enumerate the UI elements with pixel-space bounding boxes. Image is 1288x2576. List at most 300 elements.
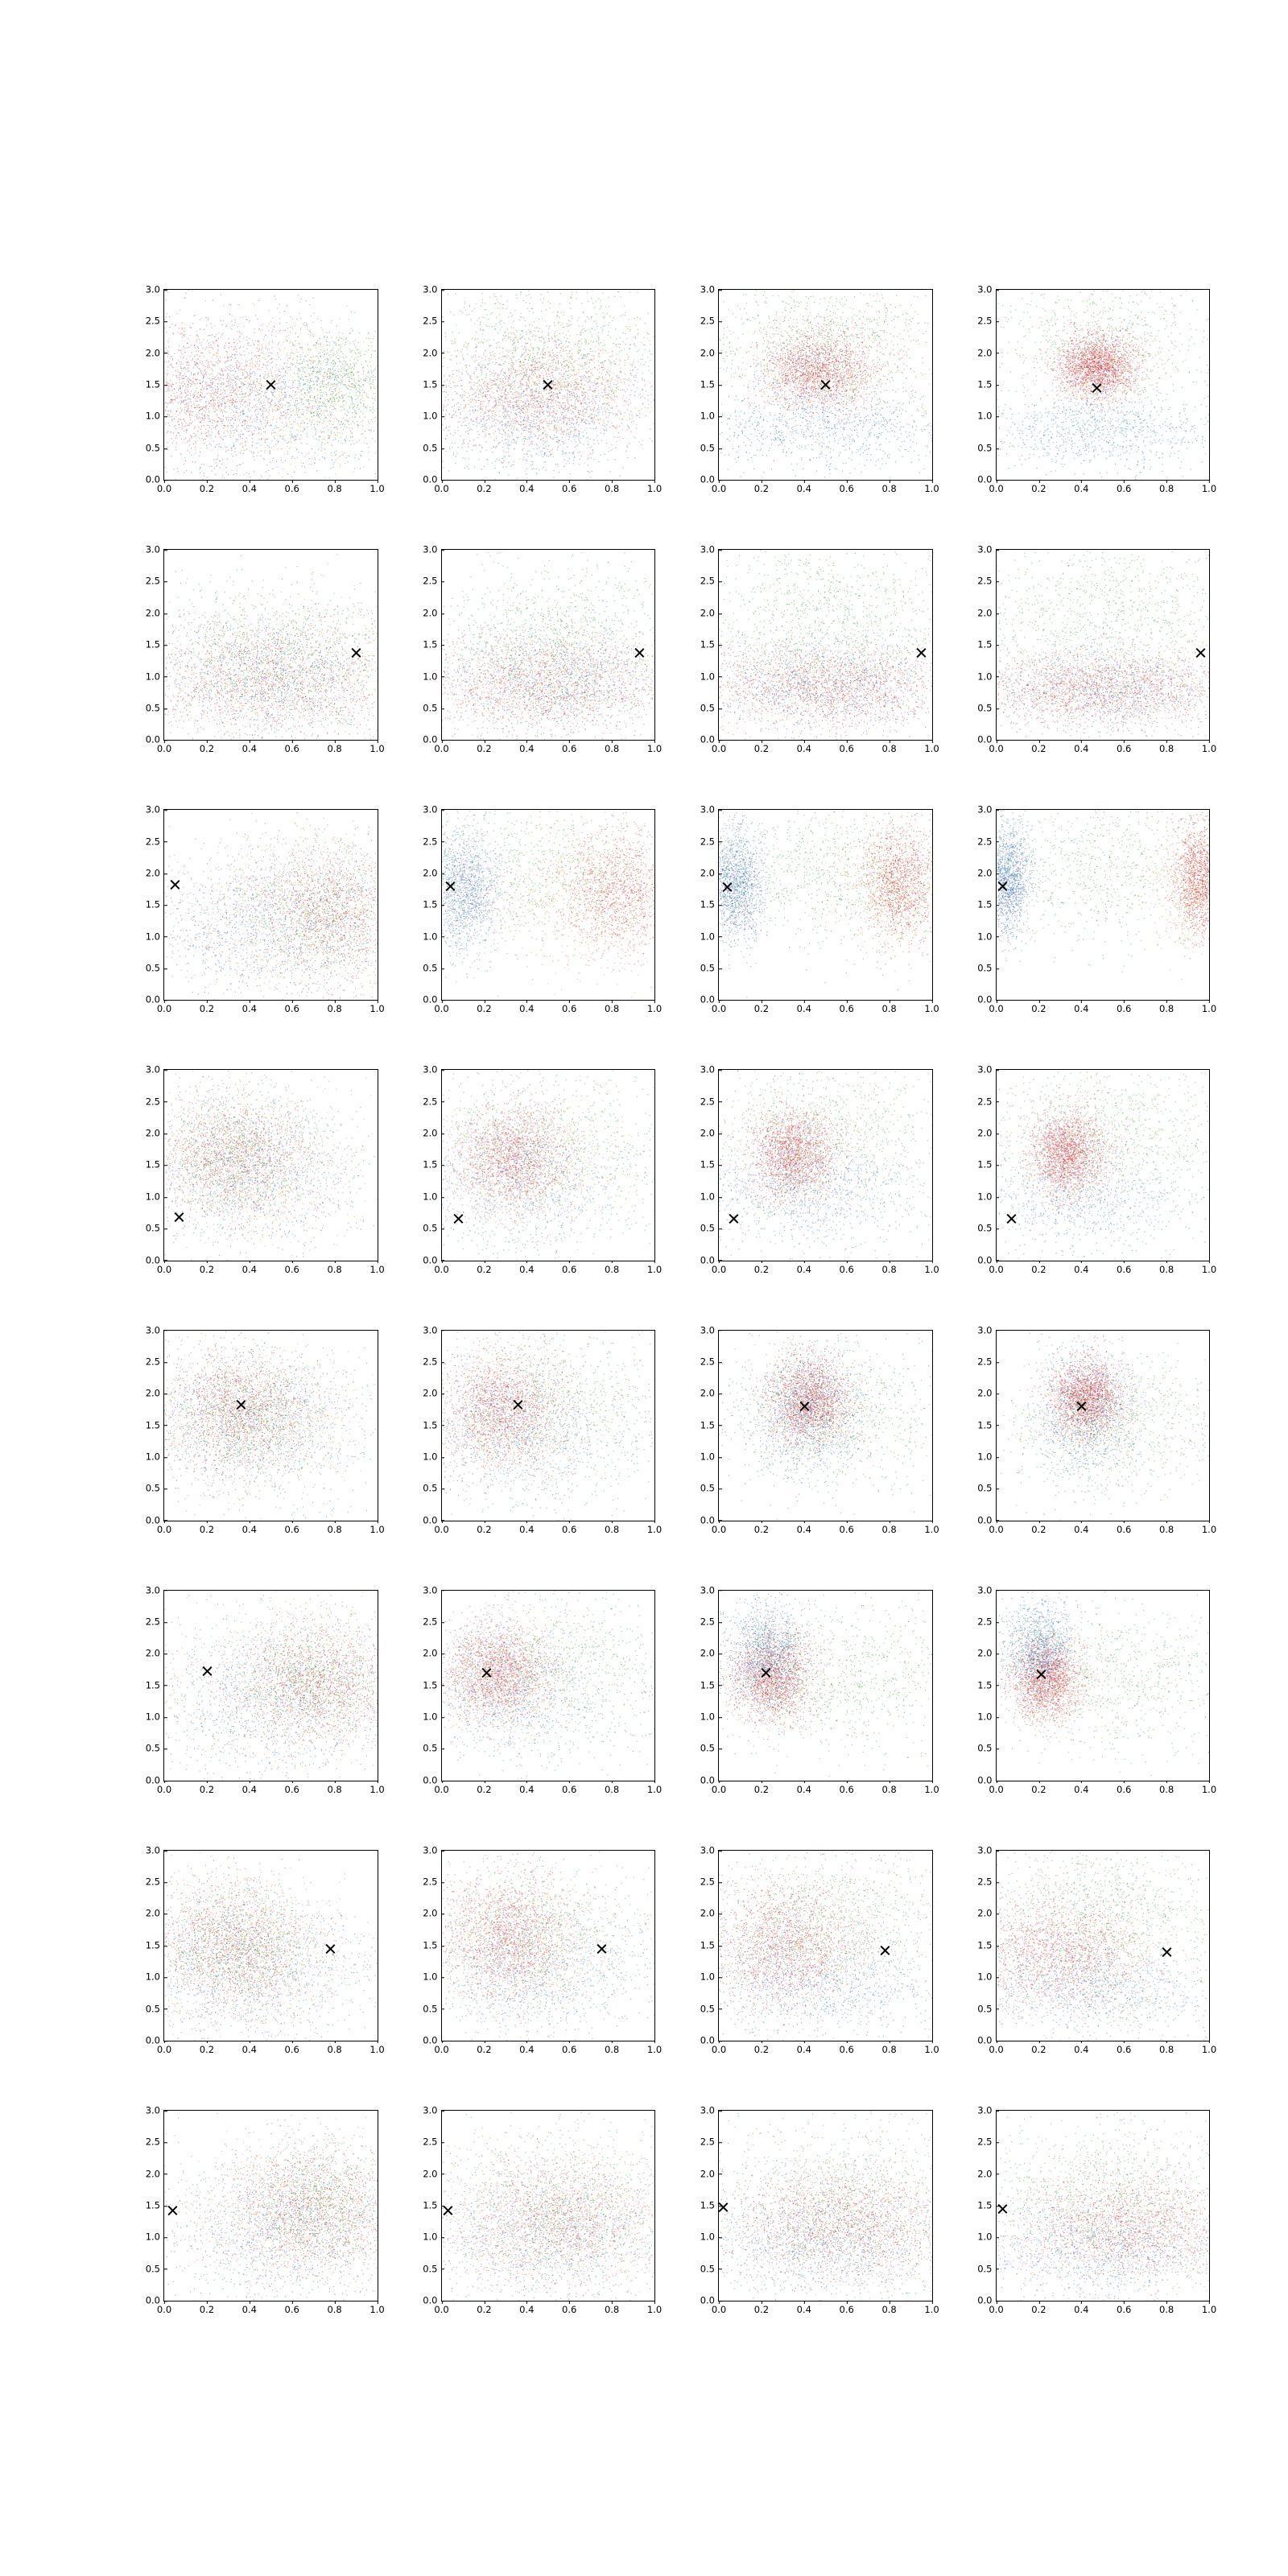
y-axis-tick-label: 0.0 [146, 475, 164, 485]
plot-area [977, 1063, 1217, 1275]
plot-area [700, 1583, 939, 1795]
plot-area [423, 543, 663, 755]
scatter-points [164, 810, 378, 1000]
y-axis-tick-label: 0.5 [423, 1224, 441, 1233]
y-axis-tick-label: 3.0 [977, 1846, 996, 1856]
y-axis-tick-label: 1.5 [700, 1941, 719, 1951]
scatter-points [164, 1851, 378, 2041]
y-axis-tick-label: 0.0 [146, 996, 164, 1005]
plot-area [977, 1844, 1217, 2055]
y-axis-tick-label: 3.0 [700, 2106, 719, 2116]
x-axis-tick-label: 0.0 [157, 1781, 171, 1795]
y-axis-tick-label: 0.0 [700, 2296, 719, 2306]
x-axis-tick-label: 0.6 [562, 1261, 576, 1275]
x-axis-tick-label: 0.8 [881, 1781, 896, 1795]
y-axis-tick-label: 2.0 [700, 349, 719, 358]
y-axis-tick-label: 0.0 [423, 736, 441, 745]
y-axis-tick-label: 1.0 [423, 672, 441, 682]
y-axis-tick-label: 3.0 [977, 285, 996, 295]
y-axis-tick-label: 1.5 [700, 1421, 719, 1430]
x-axis-tick-label: 1.0 [924, 480, 939, 494]
y-axis-tick-label: 2.0 [423, 1389, 441, 1398]
y-axis-tick-label: 2.0 [977, 1389, 996, 1398]
y-axis-tick-label: 0.0 [977, 1256, 996, 1265]
x-axis-tick-label: 0.4 [242, 480, 257, 494]
x-axis-tick-label: 0.4 [1074, 1781, 1088, 1795]
scatter-points [997, 1591, 1210, 1781]
x-axis-tick-label: 0.8 [881, 1000, 896, 1014]
x-axis-tick-label: 0.0 [434, 1261, 448, 1275]
y-axis-tick-label: 2.5 [977, 317, 996, 327]
y-axis-tick-label: 2.5 [977, 1357, 996, 1367]
x-axis-tick-label: 0.8 [881, 2041, 896, 2055]
y-axis-tick-label: 1.5 [423, 1421, 441, 1430]
y-axis-tick-label: 1.0 [700, 1972, 719, 1982]
subplot-panel [402, 543, 663, 770]
y-axis-tick-label: 1.5 [423, 1161, 441, 1170]
y-axis-tick-label: 0.0 [977, 475, 996, 485]
y-axis-tick-label: 0.5 [700, 2004, 719, 2014]
y-axis-tick-label: 2.5 [700, 837, 719, 847]
y-axis-tick-label: 1.0 [977, 1972, 996, 1982]
y-axis-tick-label: 2.5 [146, 1357, 164, 1367]
y-axis-tick-label: 1.5 [977, 1941, 996, 1951]
x-axis-tick-label: 0.4 [519, 1781, 534, 1795]
subplot-panel [679, 2104, 939, 2330]
plot-area [145, 1583, 385, 1795]
plot-area [145, 283, 385, 495]
y-axis-tick-label: 1.0 [423, 932, 441, 942]
x-axis-tick-label: 0.6 [285, 1781, 299, 1795]
x-axis-tick-label: 0.0 [157, 1261, 171, 1275]
x-axis-tick-label: 0.6 [562, 1521, 576, 1535]
y-axis-tick-label: 1.5 [700, 2201, 719, 2211]
x-axis-tick-label: 0.8 [327, 740, 341, 754]
x-axis-tick-label: 1.0 [369, 1781, 384, 1795]
x-axis-tick-label: 0.0 [989, 2301, 1003, 2315]
x-axis-tick-label: 0.0 [712, 480, 726, 494]
subplot-panel [957, 283, 1217, 510]
x-axis-tick-label: 0.2 [200, 1781, 214, 1795]
x-axis-tick-label: 1.0 [647, 740, 662, 754]
y-axis-tick-label: 1.5 [423, 380, 441, 390]
y-axis-tick-label: 0.5 [977, 2264, 996, 2274]
scatter-points [997, 1331, 1210, 1521]
x-axis-tick-label: 0.0 [989, 2041, 1003, 2055]
subplot-panel [679, 543, 939, 770]
scatter-points [997, 550, 1210, 740]
y-axis-tick-label: 1.0 [977, 1192, 996, 1202]
y-axis-tick-label: 2.0 [977, 869, 996, 878]
y-axis-tick-label: 1.5 [146, 1161, 164, 1170]
y-axis-tick-label: 3.0 [423, 545, 441, 555]
x-axis-tick-label: 0.2 [200, 2041, 214, 2055]
x-axis-tick-label: 0.2 [754, 480, 769, 494]
y-axis-tick-label: 3.0 [977, 2106, 996, 2116]
y-axis-tick-label: 1.0 [977, 412, 996, 422]
plot-area [423, 1323, 663, 1535]
y-axis-tick-label: 0.0 [977, 996, 996, 1005]
y-axis-tick-label: 3.0 [146, 1846, 164, 1856]
plot-area [423, 803, 663, 1015]
x-axis-tick-label: 1.0 [924, 1781, 939, 1795]
y-axis-tick-label: 1.5 [423, 901, 441, 910]
y-axis-tick-label: 0.5 [977, 704, 996, 713]
y-axis-tick-label: 0.0 [700, 1256, 719, 1265]
y-axis-tick-label: 0.0 [700, 2036, 719, 2046]
y-axis-tick-label: 3.0 [146, 1586, 164, 1596]
x-axis-tick-label: 0.8 [605, 2301, 619, 2315]
x-axis-tick-label: 1.0 [1202, 1521, 1216, 1535]
x-axis-tick-label: 1.0 [647, 2301, 662, 2315]
x-axis-tick-label: 0.8 [1159, 1261, 1174, 1275]
y-axis-tick-label: 1.0 [423, 1192, 441, 1202]
x-axis-tick-label: 0.0 [157, 1521, 171, 1535]
x-axis-tick-label: 0.8 [1159, 2041, 1174, 2055]
subplot-panel [957, 1323, 1217, 1550]
y-axis-tick-label: 1.5 [423, 1681, 441, 1690]
y-axis-tick-label: 3.0 [146, 545, 164, 555]
x-axis-tick-label: 0.6 [840, 2301, 854, 2315]
x-axis-tick-label: 0.4 [1074, 2041, 1088, 2055]
y-axis-tick-label: 1.5 [146, 901, 164, 910]
subplot-panel [679, 1583, 939, 1810]
y-axis-tick-label: 0.0 [146, 1256, 164, 1265]
y-axis-tick-label: 1.0 [977, 1712, 996, 1722]
y-axis-tick-label: 2.5 [977, 1877, 996, 1887]
subplot-panel [957, 803, 1217, 1030]
y-axis-tick-label: 3.0 [146, 285, 164, 295]
y-axis-tick-label: 1.0 [423, 1452, 441, 1462]
y-axis-tick-label: 0.5 [977, 444, 996, 453]
x-axis-tick-label: 0.6 [840, 480, 854, 494]
y-axis-tick-label: 2.0 [423, 1909, 441, 1919]
y-axis-tick-label: 0.0 [977, 2296, 996, 2306]
scatter-points [719, 2111, 932, 2301]
x-axis-tick-label: 0.0 [712, 1521, 726, 1535]
x-axis-tick-label: 0.2 [200, 2301, 214, 2315]
y-axis-tick-label: 1.0 [146, 412, 164, 422]
y-axis-tick-label: 3.0 [146, 806, 164, 815]
y-axis-tick-label: 0.5 [977, 1484, 996, 1494]
y-axis-tick-label: 3.0 [423, 1066, 441, 1075]
x-axis-tick-label: 0.4 [242, 740, 257, 754]
x-axis-tick-label: 0.2 [200, 1521, 214, 1535]
x-axis-tick-label: 0.2 [477, 480, 491, 494]
x-axis-tick-label: 1.0 [1202, 1000, 1216, 1014]
x-axis-tick-label: 0.0 [157, 480, 171, 494]
y-axis-tick-label: 2.5 [423, 2137, 441, 2147]
x-axis-tick-label: 0.2 [200, 1000, 214, 1014]
x-axis-tick-label: 0.2 [754, 1781, 769, 1795]
x-axis-tick-label: 0.0 [989, 480, 1003, 494]
scatter-points [164, 550, 378, 740]
y-axis-tick-label: 0.5 [146, 1744, 164, 1754]
x-axis-tick-label: 0.4 [519, 1521, 534, 1535]
y-axis-tick-label: 1.5 [977, 640, 996, 650]
scatter-points [442, 810, 655, 1000]
x-axis-tick-label: 1.0 [369, 1261, 384, 1275]
y-axis-tick-label: 0.5 [423, 2004, 441, 2014]
y-axis-tick-label: 0.0 [700, 1776, 719, 1785]
scatter-points [719, 1851, 932, 2041]
x-axis-tick-label: 0.8 [605, 1261, 619, 1275]
x-axis-tick-label: 0.6 [285, 480, 299, 494]
y-axis-tick-label: 0.0 [700, 475, 719, 485]
y-axis-tick-label: 0.5 [146, 1484, 164, 1494]
x-axis-tick-label: 0.4 [797, 1521, 811, 1535]
y-axis-tick-label: 3.0 [423, 285, 441, 295]
y-axis-tick-label: 1.0 [423, 1972, 441, 1982]
x-axis-tick-label: 0.6 [1117, 1781, 1131, 1795]
plot-area [700, 1844, 939, 2055]
y-axis-tick-label: 0.0 [423, 1516, 441, 1525]
plot-area [145, 1063, 385, 1275]
y-axis-tick-label: 0.0 [700, 736, 719, 745]
y-axis-tick-label: 1.0 [146, 932, 164, 942]
y-axis-tick-label: 0.0 [977, 2036, 996, 2046]
plot-area [700, 803, 939, 1015]
x-axis-tick-label: 0.4 [242, 2041, 257, 2055]
x-axis-tick-label: 0.4 [519, 740, 534, 754]
x-axis-tick-label: 0.6 [562, 1781, 576, 1795]
scatter-points [719, 810, 932, 1000]
x-axis-tick-label: 1.0 [647, 1000, 662, 1014]
x-axis-tick-label: 0.6 [1117, 480, 1131, 494]
y-axis-tick-label: 0.5 [423, 444, 441, 453]
x-axis-tick-label: 0.4 [519, 1261, 534, 1275]
x-axis-tick-label: 0.2 [200, 480, 214, 494]
x-axis-tick-label: 0.0 [989, 1000, 1003, 1014]
y-axis-tick-label: 2.5 [977, 837, 996, 847]
x-axis-tick-label: 0.2 [754, 1261, 769, 1275]
x-axis-tick-label: 0.0 [434, 740, 448, 754]
y-axis-tick-label: 0.0 [423, 1256, 441, 1265]
y-axis-tick-label: 0.0 [146, 1776, 164, 1785]
y-axis-tick-label: 0.5 [700, 704, 719, 713]
y-axis-tick-label: 2.0 [423, 1129, 441, 1138]
x-axis-tick-label: 0.4 [242, 1000, 257, 1014]
x-axis-tick-label: 1.0 [369, 480, 384, 494]
x-axis-tick-label: 0.6 [840, 1000, 854, 1014]
subplot-panel [402, 803, 663, 1030]
x-axis-tick-label: 0.8 [1159, 1000, 1174, 1014]
y-axis-tick-label: 2.5 [146, 1617, 164, 1627]
y-axis-tick-label: 3.0 [423, 1846, 441, 1856]
y-axis-tick-label: 3.0 [146, 1066, 164, 1075]
subplot-panel [957, 543, 1217, 770]
y-axis-tick-label: 0.0 [146, 2296, 164, 2306]
y-axis-tick-label: 2.0 [700, 609, 719, 618]
y-axis-tick-label: 2.0 [977, 349, 996, 358]
y-axis-tick-label: 2.5 [700, 577, 719, 587]
y-axis-tick-label: 1.5 [977, 901, 996, 910]
y-axis-tick-label: 0.5 [146, 704, 164, 713]
scatter-points [164, 290, 378, 480]
y-axis-tick-label: 2.0 [146, 1649, 164, 1659]
x-axis-tick-label: 0.4 [242, 1261, 257, 1275]
y-axis-tick-label: 1.5 [700, 1681, 719, 1690]
y-axis-tick-label: 2.5 [423, 1877, 441, 1887]
y-axis-tick-label: 0.0 [423, 1776, 441, 1785]
y-axis-tick-label: 0.0 [700, 996, 719, 1005]
x-axis-tick-label: 0.4 [1074, 480, 1088, 494]
y-axis-tick-label: 2.5 [700, 2137, 719, 2147]
x-axis-tick-label: 1.0 [924, 1521, 939, 1535]
y-axis-tick-label: 0.5 [700, 444, 719, 453]
x-axis-tick-label: 1.0 [647, 1261, 662, 1275]
x-axis-tick-label: 0.2 [200, 1261, 214, 1275]
y-axis-tick-label: 2.5 [977, 1617, 996, 1627]
scatter-points [719, 1331, 932, 1521]
y-axis-tick-label: 3.0 [423, 2106, 441, 2116]
subplot-panel [402, 1063, 663, 1290]
x-axis-tick-label: 0.2 [1031, 480, 1046, 494]
x-axis-tick-label: 0.0 [157, 740, 171, 754]
x-axis-tick-label: 0.8 [327, 1261, 341, 1275]
x-axis-tick-label: 0.6 [285, 2041, 299, 2055]
x-axis-tick-label: 0.6 [562, 2041, 576, 2055]
y-axis-tick-label: 2.5 [700, 1617, 719, 1627]
y-axis-tick-label: 3.0 [977, 545, 996, 555]
y-axis-tick-label: 2.0 [700, 1129, 719, 1138]
subplot-grid [125, 283, 1217, 2330]
y-axis-tick-label: 2.5 [146, 1097, 164, 1107]
x-axis-tick-label: 1.0 [369, 2041, 384, 2055]
subplot-panel [125, 1583, 385, 1810]
y-axis-tick-label: 2.0 [700, 1389, 719, 1398]
scatter-points [442, 290, 655, 480]
x-axis-tick-label: 0.2 [1031, 740, 1046, 754]
y-axis-tick-label: 2.5 [423, 1357, 441, 1367]
x-axis-tick-label: 0.2 [754, 1521, 769, 1535]
subplot-panel [957, 1844, 1217, 2070]
y-axis-tick-label: 0.0 [977, 736, 996, 745]
y-axis-tick-label: 1.5 [977, 1681, 996, 1690]
y-axis-tick-label: 2.0 [146, 349, 164, 358]
y-axis-tick-label: 2.0 [146, 2169, 164, 2179]
x-axis-tick-label: 0.4 [519, 480, 534, 494]
y-axis-tick-label: 1.0 [423, 1712, 441, 1722]
y-axis-tick-label: 1.0 [700, 672, 719, 682]
y-axis-tick-label: 0.5 [977, 1744, 996, 1754]
y-axis-tick-label: 0.0 [146, 2036, 164, 2046]
y-axis-tick-label: 1.5 [146, 1421, 164, 1430]
x-axis-tick-label: 0.0 [157, 1000, 171, 1014]
y-axis-tick-label: 0.5 [700, 1744, 719, 1754]
y-axis-tick-label: 1.0 [146, 1972, 164, 1982]
subplot-panel [679, 283, 939, 510]
y-axis-tick-label: 1.5 [146, 1681, 164, 1690]
subplot-panel [125, 2104, 385, 2330]
x-axis-tick-label: 0.0 [157, 2041, 171, 2055]
x-axis-tick-label: 0.0 [989, 1261, 1003, 1275]
x-axis-tick-label: 0.2 [477, 740, 491, 754]
y-axis-tick-label: 2.5 [700, 1357, 719, 1367]
x-axis-tick-label: 1.0 [924, 1000, 939, 1014]
x-axis-tick-label: 0.6 [840, 740, 854, 754]
x-axis-tick-label: 1.0 [647, 2041, 662, 2055]
y-axis-tick-label: 0.0 [977, 1776, 996, 1785]
subplot-panel [679, 1063, 939, 1290]
y-axis-tick-label: 2.0 [700, 869, 719, 878]
x-axis-tick-label: 1.0 [369, 740, 384, 754]
x-axis-tick-label: 0.8 [605, 480, 619, 494]
y-axis-tick-label: 3.0 [700, 1846, 719, 1856]
y-axis-tick-label: 1.5 [423, 2201, 441, 2211]
x-axis-tick-label: 0.0 [712, 2041, 726, 2055]
scatter-points [997, 1851, 1210, 2041]
x-axis-tick-label: 0.4 [797, 2301, 811, 2315]
plot-area [145, 2104, 385, 2315]
y-axis-tick-label: 2.5 [146, 317, 164, 327]
subplot-panel [679, 1323, 939, 1550]
x-axis-tick-label: 0.4 [1074, 1000, 1088, 1014]
x-axis-tick-label: 0.0 [989, 1781, 1003, 1795]
x-axis-tick-label: 0.4 [242, 1521, 257, 1535]
y-axis-tick-label: 3.0 [977, 806, 996, 815]
y-axis-tick-label: 3.0 [977, 1326, 996, 1335]
y-axis-tick-label: 2.5 [423, 1617, 441, 1627]
y-axis-tick-label: 3.0 [146, 2106, 164, 2116]
x-axis-tick-label: 1.0 [647, 1521, 662, 1535]
x-axis-tick-label: 0.2 [477, 1781, 491, 1795]
x-axis-tick-label: 0.6 [1117, 1000, 1131, 1014]
plot-area [700, 1063, 939, 1275]
x-axis-tick-label: 0.2 [200, 740, 214, 754]
y-axis-tick-label: 3.0 [700, 285, 719, 295]
y-axis-tick-label: 1.5 [977, 1421, 996, 1430]
y-axis-tick-label: 2.5 [146, 2137, 164, 2147]
y-axis-tick-label: 2.5 [423, 837, 441, 847]
x-axis-tick-label: 0.8 [1159, 2301, 1174, 2315]
x-axis-tick-label: 0.2 [477, 2041, 491, 2055]
plot-area [977, 283, 1217, 495]
y-axis-tick-label: 0.0 [146, 736, 164, 745]
y-axis-tick-label: 2.0 [423, 349, 441, 358]
y-axis-tick-label: 1.0 [977, 1452, 996, 1462]
scatter-points [719, 1070, 932, 1260]
x-axis-tick-label: 0.2 [754, 2301, 769, 2315]
x-axis-tick-label: 0.4 [1074, 2301, 1088, 2315]
y-axis-tick-label: 0.5 [146, 444, 164, 453]
subplot-panel [679, 803, 939, 1030]
y-axis-tick-label: 3.0 [700, 545, 719, 555]
x-axis-tick-label: 0.8 [327, 1781, 341, 1795]
plot-area [977, 1323, 1217, 1535]
y-axis-tick-label: 1.0 [700, 412, 719, 422]
y-axis-tick-label: 1.5 [700, 640, 719, 650]
x-axis-tick-label: 0.0 [434, 480, 448, 494]
subplot-panel [402, 283, 663, 510]
x-axis-tick-label: 0.8 [1159, 1521, 1174, 1535]
y-axis-tick-label: 1.0 [700, 1192, 719, 1202]
scatter-points [997, 2111, 1210, 2301]
x-axis-tick-label: 0.2 [477, 1261, 491, 1275]
y-axis-tick-label: 1.5 [423, 1941, 441, 1951]
y-axis-tick-label: 3.0 [977, 1586, 996, 1596]
plot-area [977, 2104, 1217, 2315]
y-axis-tick-label: 2.0 [977, 2169, 996, 2179]
y-axis-tick-label: 1.0 [977, 932, 996, 942]
y-axis-tick-label: 1.0 [700, 1452, 719, 1462]
y-axis-tick-label: 0.5 [423, 964, 441, 973]
x-axis-tick-label: 0.2 [477, 1000, 491, 1014]
y-axis-tick-label: 3.0 [700, 806, 719, 815]
subplot-panel [402, 2104, 663, 2330]
x-axis-tick-label: 1.0 [1202, 2301, 1216, 2315]
subplot-panel [125, 543, 385, 770]
